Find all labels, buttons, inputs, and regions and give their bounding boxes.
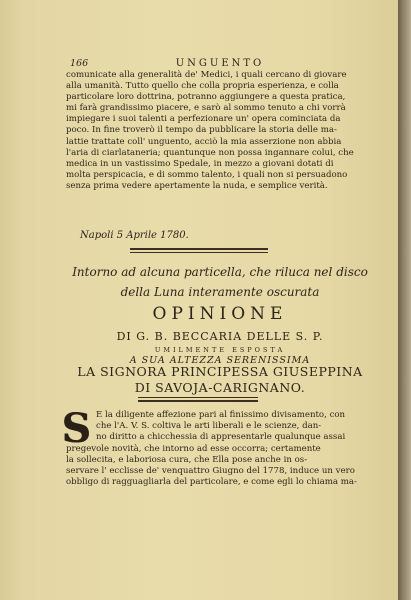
author-line: DI G. B. BECCARIA DELLE S. P. (116, 330, 324, 343)
text-line: mi farà grandissimo piacere, e sarò al sommo tenuto a chi vorrà (66, 103, 346, 114)
text-line: poco. In fine troverò il tempo da pubblicare la storia delle ma- (66, 125, 337, 136)
humbly-presented-line: UMILMENTE ESPOSTA (154, 346, 286, 354)
text-line: alla umanità. Tutto quello che colla propria esperienza, e colla (66, 81, 339, 92)
dedicatee-line: LA SIGNORA PRINCIPESSA GIUSEPPINA (77, 364, 363, 379)
text-line: E la diligente affezione pari al finissimo divisamento, con (96, 410, 346, 420)
drop-cap: S (62, 405, 92, 452)
text-line: no diritto a chicchessia di appresentarle qualunque assai (96, 432, 346, 443)
text-line: pregevole novità, che intorno ad esse occorra; certamente (66, 443, 321, 454)
section-heading: OPINIONE (152, 304, 288, 324)
body-text-block (66, 70, 378, 192)
dedication-line: A SUA ALTEZZA SERENISSIMA (129, 355, 311, 366)
dateline: Napoli 5 Aprile 1780. (80, 230, 189, 241)
text-line: obbligo di ragguagliarla del particolare, e come egli lo chiama ma- (66, 477, 357, 488)
text-line: che l'A. V. S. coltiva le arti liberali e le scienze, dan- (96, 421, 322, 432)
text-line: medica in un vastissimo Spedale, in mezzo a giovani dotati di (66, 158, 334, 169)
text-line: comunicate alla generalità de' Medici, i quali cercano di giovare (66, 70, 347, 80)
topic-line: Intorno ad alcuna particella, che riluca nel disco (72, 265, 368, 279)
text-line: particolare loro dottrina, potranno aggiungere a questa pratica, (66, 92, 346, 103)
text-line: lattie trattate coll' unguento, acciò la mia asserzione non abbia (66, 136, 342, 147)
text-line: molta perspicacia, e di sommo talento, i quali non si persuadono (66, 169, 348, 180)
text-line: la sollecita, e laboriosa cura, che Ella pose anche in os- (66, 454, 308, 465)
dedicatee-line: DI SAVOJA-CARIGNANO. (134, 380, 306, 395)
text-line: impiegare i suoi talenti a perfezionare un' opera cominciata da (66, 114, 341, 125)
section-divider (130, 248, 268, 250)
opening-paragraph (66, 410, 380, 488)
section-divider (130, 252, 268, 253)
text-line: senza prima vedere apertamente la nuda, e semplice verità. (66, 180, 328, 191)
book-edge (398, 0, 411, 600)
text-line: l'aria di ciarlataneria; quantunque non possa ingannare colui, che (66, 147, 354, 158)
text-line: servare l' ecclisse de' venquattro Giugno del 1778, induce un vero (66, 466, 355, 477)
topic-line: della Luna interamente oscurata (120, 285, 320, 299)
section-divider (138, 397, 258, 398)
page-number: 166 (70, 58, 89, 69)
running-title: UNGUENTO (175, 58, 265, 69)
section-divider (138, 400, 258, 402)
